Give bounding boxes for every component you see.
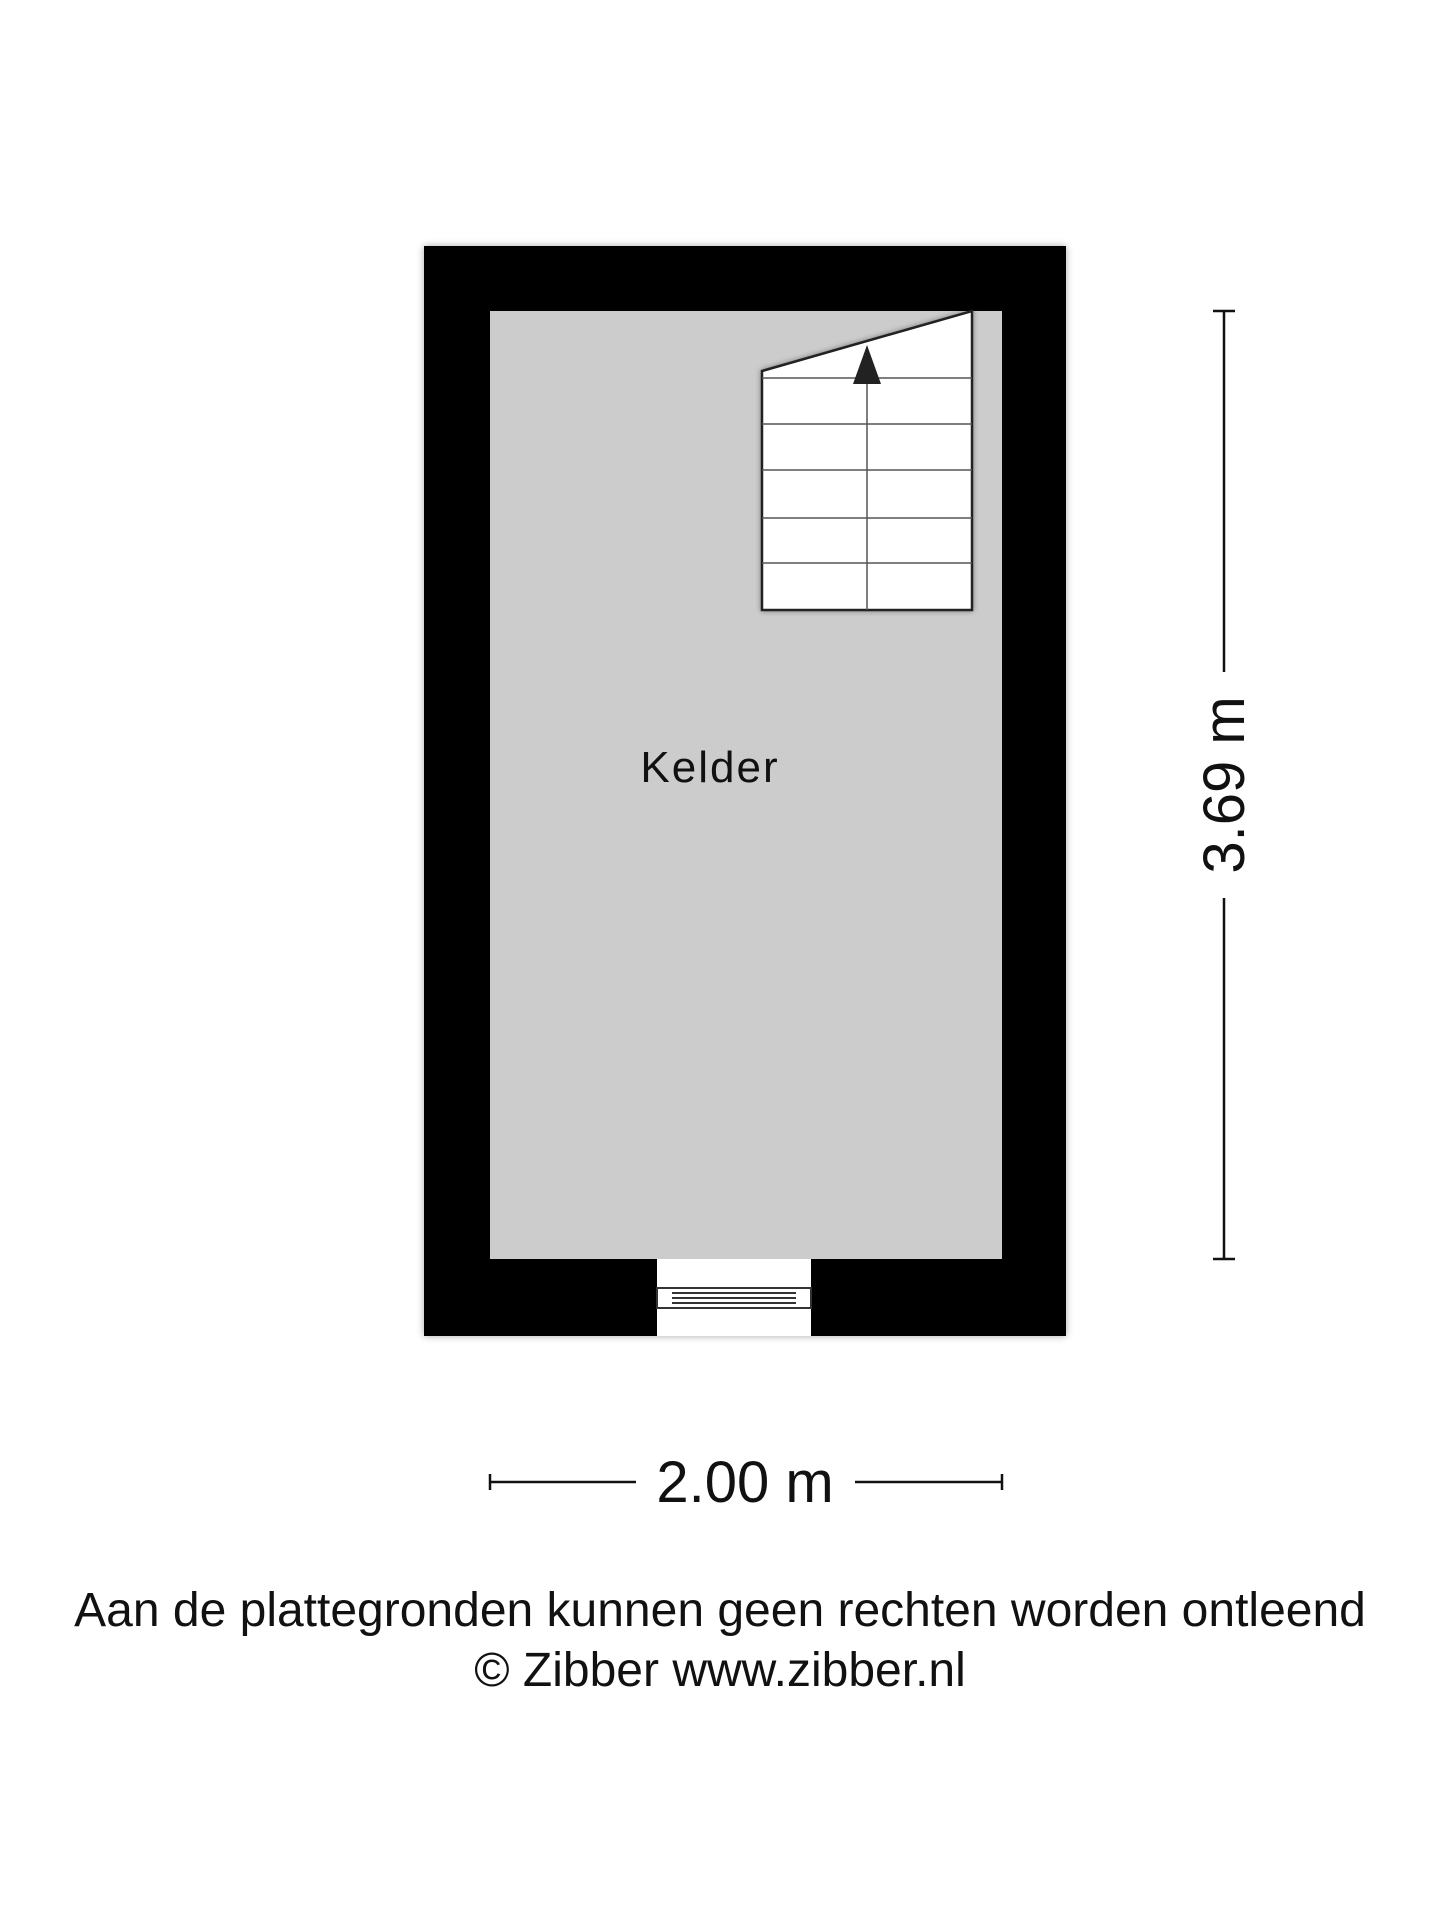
disclaimer-text: Aan de plattegronden kunnen geen rechten worden ontleend [74,1584,1366,1637]
room-label: Kelder [640,743,780,792]
width-dimension-label: 2.00 m [656,1450,834,1515]
door-threshold [657,1288,811,1308]
height-dimension-label: 3.69 m [1192,696,1257,874]
copyright-text: © Zibber www.zibber.nl [474,1644,966,1697]
